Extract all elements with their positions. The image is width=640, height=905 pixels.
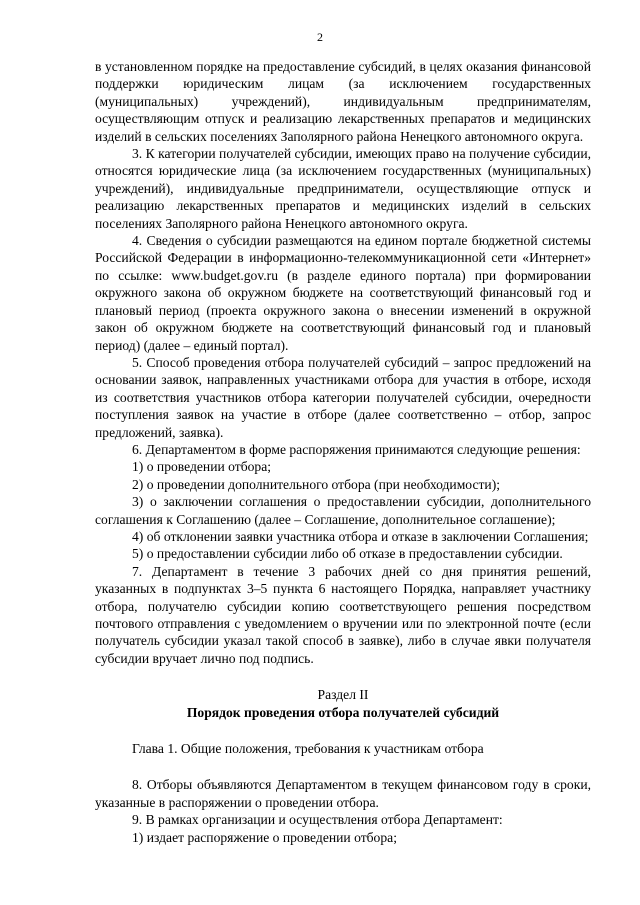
paragraph-6-item-1: 1) о проведении отбора; — [132, 459, 272, 475]
paragraph-6: 6. Департаментом в форме распоряжения принимаются следующие решения: — [132, 441, 581, 457]
paragraph-9: 9. В рамках организации и осуществления отбора Департамент: — [132, 812, 503, 828]
paragraph-8: 8. Отборы объявляются Департаментом в текущем финансовом году в сроки, указанные в распоряжении о проведении отбора. — [95, 777, 591, 810]
paragraph-continuation: в установленном порядке на предоставление субсидий, в целях оказания финансовой поддержки юридическим лицам (за исключением государственных (муниципальных) учреждений), индивидуальным предпринимателям, осуществляющим отпуск и реализацию лекарственных препаратов и медицинских изделий в сельских поселениях Заполярного района Ненецкого автономного округа. — [95, 59, 591, 144]
paragraph-6-item-3: 3) о заключении соглашения о предоставлении субсидии, дополнительного соглашения к Соглашению (далее – Соглашение, дополнительное соглашение); — [95, 494, 591, 527]
paragraph-9-item-1: 1) издает распоряжение о проведении отбора; — [132, 829, 397, 845]
section-label: Раздел II — [317, 687, 369, 703]
paragraph-5: 5. Способ проведения отбора получателей субсидий – запрос предложений на основании заявок, направленных участниками отбора для участия в отборе, исходя из соответствия участников отбора категории получателей субсидии, очередности поступления заявок на участие в отборе (далее соответственно – отбор, запрос предложений, заявка). — [95, 354, 591, 440]
section-title: Порядок проведения отбора получателей субсидий — [186, 704, 500, 720]
paragraph-3: 3. К категории получателей субсидии, имеющих право на получение субсидии, относятся юридические лица (за исключением государственных (муниципальных) учреждений), индивидуальные предприниматели, осуществляющие отпуск и реализацию лекарственных препаратов и медицинских изделий в сельских поселениях Заполярного района Ненецкого автономного округа. — [95, 146, 591, 231]
chapter-title: Глава 1. Общие положения, требования к участникам отбора — [132, 741, 484, 757]
paragraph-4: 4. Сведения о субсидии размещаются на едином портале бюджетной системы Российской Федерации в информационно-телекоммуникационной сети «Интернет» по ссылке: www.budget.gov.ru (в разделе единого портала) при формировании окружного закона об окружном бюджете на соответствующий финансовый год и плановый период (проекта окружного закона о внесении изменений в окружной закон об окружном бюджете на соответствующий финансовый год и плановый период) (далее – единый портал). — [95, 233, 591, 353]
paragraph-6-item-5: 5) о предоставлении субсидии либо об отказе в предоставлении субсидии. — [132, 546, 563, 562]
paragraph-7: 7. Департамент в течение 3 рабочих дней со дня принятия решений, указанных в подпунктах 3–5 пункта 6 настоящего Порядка, направляет участнику отбора, получателю субсидии копию соответствующего решения посредством почтового отправления с уведомлением о вручении или по электронной почте (если получатель субсидии указал такой способ в заявке), либо в случае явки получателя субсидии вручает лично под подпись. — [95, 563, 591, 666]
paragraph-6-item-4: 4) об отклонении заявки участника отбора и отказе в заключении Соглашения; — [132, 528, 589, 544]
paragraph-6-item-2: 2) о проведении дополнительного отбора (при необходимости); — [132, 476, 500, 492]
document-body — [95, 58, 591, 846]
page-number: 2 — [317, 30, 323, 44]
